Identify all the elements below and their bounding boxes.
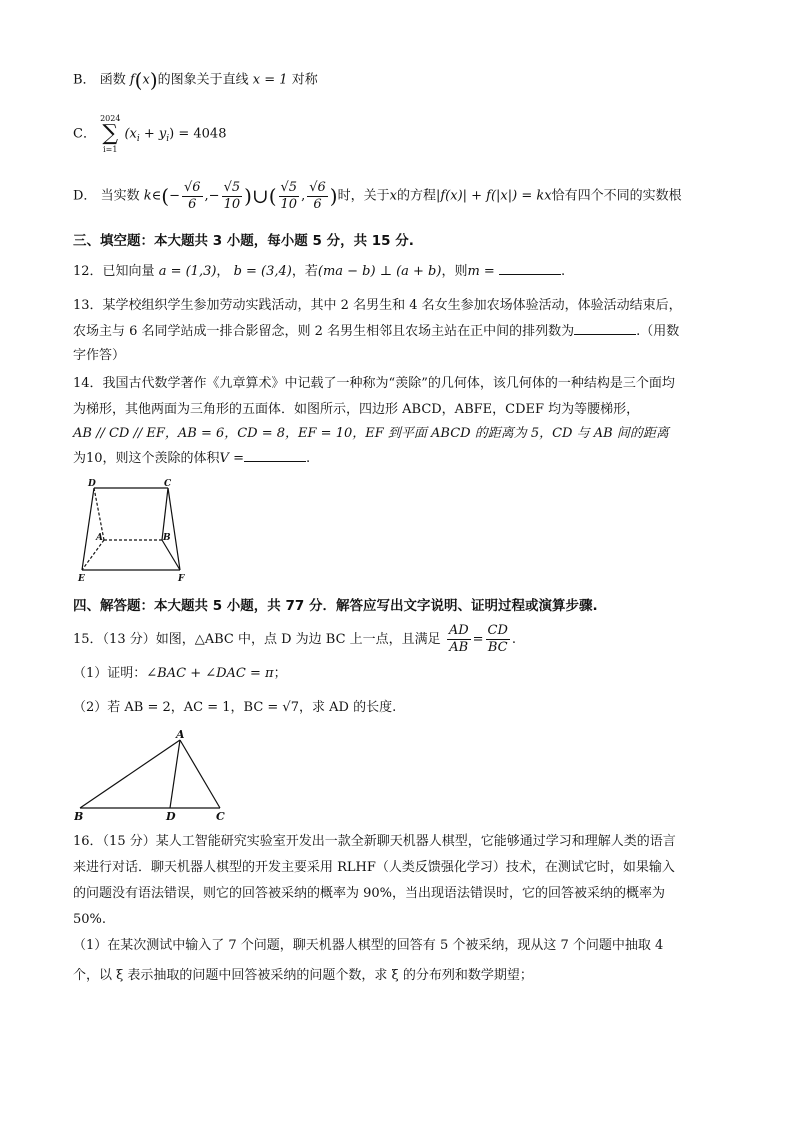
q15-part-2: （2）若 AB = 2，AC = 1，BC = √7，求 AD 的长度. [73,700,397,715]
frac-3-num: √5 [280,179,298,195]
q14-line-2: 为梯形，其他两面为三角形的五面体．如图所示，四边形 ABCD，ABFE，CDEF 均为等腰梯形， [73,402,640,417]
q15-frac-1 [447,623,471,656]
frac-1-num: √6 [183,179,201,195]
summation [100,114,120,154]
label-a2: A [176,728,185,741]
edge-ad [170,740,180,808]
q14-line-4a: 为10，则这个羡除的体积 [73,451,220,466]
q12-vector-a: a = (1,3) [158,264,217,279]
option-b-pre: 函数 [99,72,126,88]
q12-mid: ，若 [291,264,318,279]
label-d: D [88,479,96,489]
sum-lower: i=1 [103,145,118,154]
option-c [73,114,226,159]
option-d-label: D． [73,188,97,204]
frac-4 [307,180,328,213]
q16-part-1-line-2: 个，以 ξ 表示抽取的问题中回答被采纳的问题个数，求 ξ 的分布列和数学期望； [73,968,533,983]
frac-3 [279,180,300,213]
q15-equals: = [472,632,484,647]
label-b2: B [74,810,84,822]
label-d2: D [166,810,176,822]
label-a: A [96,533,103,543]
q15-intro-text: 15．（13 分）如图，△ABC 中，点 D 为边 BC 上一点，且满足 [73,632,441,647]
sum-tail: ) = 4048 [169,126,227,142]
q15-frac-2-den: BC [487,640,508,655]
label-e: E [78,574,85,582]
option-b-x: x [142,72,150,88]
q12-vector-b: b = (3,4) [233,264,292,279]
q14-volume-v: V = [219,451,244,466]
q13-line-2a: 农场主与 6 名同学站成一排合影留念，则 2 名男生相邻且农场主站在正中间的排列数为 [73,324,575,339]
q15-frac-2-num: CD [487,623,508,638]
option-d-post2: 的方程 [396,188,436,204]
q14-line-1: 14．我国古代数学著作《九章算术》中记载了一种称为“羡除”的几何体，该几何体的一种结构是三个面均 [73,376,675,391]
q15-p1-label: （1）证明： [73,666,147,681]
edge-cf [168,488,180,570]
q16-part-1-line-1: （1）在某次测试中输入了 7 个问题，聊天机器人棋型的回答有 5 个被采纳，现从这 7 个问题中抽取 4 [73,938,664,953]
edge-de [82,488,94,570]
q13-line-2 [73,322,679,342]
q16-line-4: 50%. [73,912,107,927]
option-b-eq: x = 1 [252,72,288,88]
q15-frac-2 [486,623,510,656]
option-d-in: ∈ [151,188,162,204]
q14-line-4b: . [305,451,311,466]
edge-ba [80,740,180,808]
q13-line-3: 字作答） [73,348,126,363]
option-b-mid: 的图象关于直线 [157,72,249,88]
q12-text: 12．已知向量 [73,264,155,279]
question-12: 12．已知向量 a = (1,3)， b = (3,4)，若(ma − b) ⊥ (a + b)，则m = . [73,264,566,279]
frac-2 [222,180,243,213]
frac-2-num: √5 [223,179,241,195]
sum-sub1: i [136,134,140,145]
edge-ac [180,740,220,808]
q12-m: m = [467,264,495,279]
label-f: F [178,574,185,582]
frac-3-den: 10 [280,196,298,212]
option-b-post: 对称 [291,72,318,88]
frac-4-num: √6 [309,179,326,195]
q12-end: . [560,264,566,279]
label-b: B [163,533,171,543]
frac-1 [182,180,203,213]
sum-sigma: ∑ [102,121,119,146]
option-b: B． 函数 f(x)的图象关于直线 x = 1 对称 [73,68,318,92]
q13-answer-blank[interactable] [574,322,636,335]
q14-line-4 [73,449,310,469]
q12-tail: ，则 [441,264,468,279]
option-d-post3: 恰有四个不同的实数根 [551,188,682,204]
q15-frac-1-den: AB [449,640,469,655]
q14-line-3: AB // CD // EF，AB = 6，CD = 8，EF = 10，EF 到平面 ABCD 的距离为 5，CD 与 AB 间的距离 [73,426,669,441]
option-d-x: x [389,188,397,204]
option-d: D． 当实数 k∈(− $\frac{√6}{6}$ ,− $\frac{√5}{10}$ )∪( $\frac{√5}{10}$ , $\frac{√6}{6}$ )时，关于x的方程|f(x)| + f(|x|) = kx恰有四个不同的实数根 [73,179,682,212]
frac-1-den: 6 [188,196,197,212]
q15-dot: . [511,632,517,647]
label-c: C [164,479,172,489]
option-d-pre: 当实数 [100,188,140,204]
section-4-title: 四、解答题：本大题共 5 小题，共 77 分．解答应写出文字说明、证明过程或演算步骤. [73,598,598,614]
frac-2-den: 10 [223,196,241,212]
option-d-k: k [143,188,152,204]
q16-line-2: 来进行对话．聊天机器人棋型的开发主要采用 RLHF（人类反馈强化学习）技术，在测试它时，如果输入 [73,860,675,875]
figure-triangle [74,728,234,822]
sum-sub2: i [166,134,170,145]
option-b-label: B． [73,72,96,88]
q13-line-1: 13．某学校组织学生参加劳动实践活动，其中 2 名男生和 4 名女生参加农场体验活动，体验活动结束后， [73,298,682,313]
q15-frac-1-num: AD [448,623,469,638]
q14-answer-blank[interactable] [244,449,306,462]
q15-part-1 [73,664,287,684]
q15-intro [73,620,516,660]
sum-plus: + y [139,126,167,142]
option-b-f: f [129,72,135,88]
frac-4-den: 6 [313,196,322,212]
q12-condition: (ma − b) ⊥ (a + b) [317,264,442,279]
q12-answer-blank[interactable] [499,262,561,275]
option-d-post: 时，关于 [337,188,390,204]
section-3-title: 三、填空题：本大题共 3 小题，每小题 5 分，共 15 分. [73,233,414,249]
sum-upper: 2024 [100,114,121,123]
option-c-label: C． [73,126,96,142]
q16-line-1: 16．（15 分）某人工智能研究实验室开发出一款全新聊天机器人棋型，它能够通过学习和理解人类的语言 [73,834,676,849]
q13-line-2b: .（用数 [636,324,680,339]
figure-xianchu [76,478,188,582]
sum-body: (x [124,126,137,142]
q16-line-3: 的问题没有语法错误，则它的回答被采纳的概率为 90%，当出现语法错误时，它的回答被采纳的概率为 [73,886,666,901]
q15-p1-eq: ∠BAC + ∠DAC = π [146,666,274,681]
label-c2: C [216,810,225,822]
option-d-eq: |f(x)| + f(|x|) = kx [435,188,552,204]
q15-p1-end: ； [273,666,287,681]
